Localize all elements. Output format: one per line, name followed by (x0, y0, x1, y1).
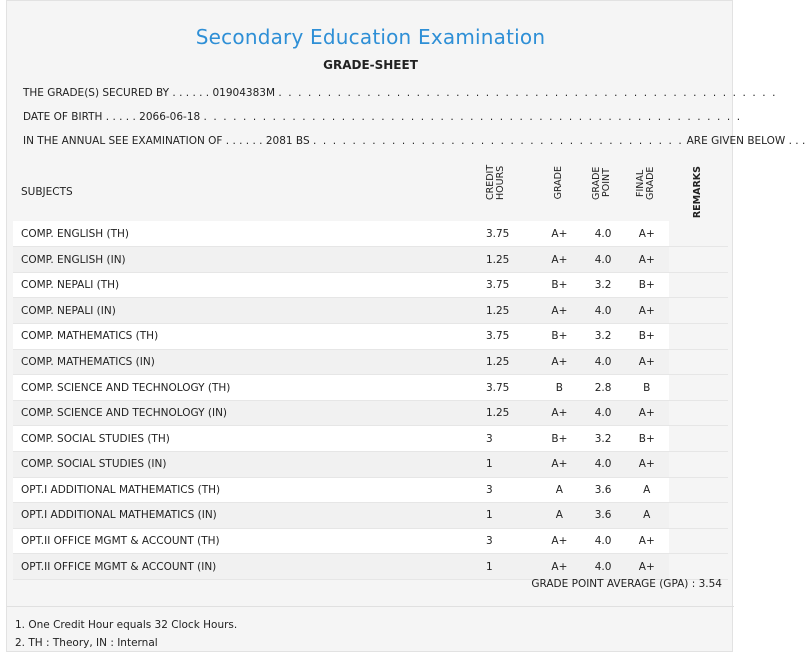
grade-point-cell: 3.2 (581, 426, 625, 452)
final-grade-cell: A+ (625, 451, 669, 477)
final-grade-header-cell (625, 162, 669, 221)
dob-line (23, 111, 742, 123)
grade-point-header: GRADE POINT (591, 166, 613, 200)
dob-label: DATE OF BIRTH . . . . . (23, 111, 136, 123)
grade-cell: A+ (538, 554, 582, 580)
credit-cell: 1.25 (478, 400, 538, 426)
grade-point-cell: 4.0 (581, 247, 625, 273)
table-row (13, 528, 728, 554)
credit-hours-header-cell (478, 162, 538, 221)
grade-header: GRADE (553, 166, 565, 200)
table-row (13, 324, 728, 350)
subject-cell: OPT.I ADDITIONAL MATHEMATICS (IN) (13, 503, 478, 529)
credit-cell: 1.25 (478, 298, 538, 324)
grade-cell: A+ (538, 528, 582, 554)
subject-cell: COMP. MATHEMATICS (IN) (13, 349, 478, 375)
grade-cell: A+ (538, 247, 582, 273)
exam-line (23, 135, 805, 147)
final-grade-cell: B+ (625, 324, 669, 350)
gpa-value: 3.54 (698, 578, 722, 590)
subject-cell: OPT.II OFFICE MGMT & ACCOUNT (IN) (13, 554, 478, 580)
secured-by-line (23, 87, 777, 99)
table-row (13, 503, 728, 529)
remarks-cell (669, 221, 728, 247)
note-abbreviations: 2. TH : Theory, IN : Internal (15, 637, 158, 649)
final-grade-cell: B+ (625, 426, 669, 452)
final-grade-header: FINAL GRADE (634, 166, 656, 200)
gpa-label: GRADE POINT AVERAGE (GPA) : (531, 578, 696, 590)
grade-point-cell: 4.0 (581, 528, 625, 554)
dot-leader: . . . . . . . . . . . . . . . . . . . . . . . . . . . . . . . . . . . . . . (312, 135, 684, 147)
credit-cell: 1 (478, 451, 538, 477)
secured-by-label: THE GRADE(S) SECURED BY . . . . . . (23, 87, 210, 99)
table-row (13, 554, 728, 580)
subject-cell: COMP. ENGLISH (IN) (13, 247, 478, 273)
table-row (13, 349, 728, 375)
remarks-cell (669, 400, 728, 426)
grade-point-cell: 3.6 (581, 503, 625, 529)
subjects-header: SUBJECTS (21, 185, 73, 198)
credit-cell: 3 (478, 477, 538, 503)
remarks-cell (669, 247, 728, 273)
grade-point-cell: 4.0 (581, 451, 625, 477)
table-row (13, 272, 728, 298)
final-grade-cell: A+ (625, 528, 669, 554)
grade-cell: A (538, 503, 582, 529)
table-row (13, 298, 728, 324)
final-grade-cell: B+ (625, 272, 669, 298)
credit-hours-header: CREDIT HOURS (484, 164, 506, 200)
grade-cell: A+ (538, 451, 582, 477)
grade-cell: B+ (538, 324, 582, 350)
subject-cell: COMP. NEPALI (TH) (13, 272, 478, 298)
final-grade-cell: A+ (625, 221, 669, 247)
subject-cell: COMP. MATHEMATICS (TH) (13, 324, 478, 350)
table-row (13, 426, 728, 452)
grade-point-cell: 4.0 (581, 298, 625, 324)
final-grade-cell: A+ (625, 298, 669, 324)
grade-point-cell: 3.2 (581, 324, 625, 350)
dot-leader: . . . . . . . . . . . . . . . . . . . . . . . . . . . . . . . . . . . . . . . . . . . . . . . . . . . (278, 87, 778, 99)
table-header-row (13, 162, 728, 221)
remarks-cell (669, 272, 728, 298)
grade-point-cell: 4.0 (581, 400, 625, 426)
grade-point-cell: 4.0 (581, 554, 625, 580)
grade-point-cell: 4.0 (581, 221, 625, 247)
remarks-cell (669, 375, 728, 401)
subject-cell: COMP. SOCIAL STUDIES (TH) (13, 426, 478, 452)
table-row (13, 247, 728, 273)
gpa-summary (531, 578, 722, 590)
final-grade-cell: B (625, 375, 669, 401)
final-grade-cell: A+ (625, 349, 669, 375)
grade-cell: B+ (538, 272, 582, 298)
note-credit-hours: 1. One Credit Hour equals 32 Clock Hours. (15, 619, 238, 631)
grade-cell: B (538, 375, 582, 401)
remarks-cell (669, 503, 728, 529)
subject-cell: COMP. NEPALI (IN) (13, 298, 478, 324)
final-grade-cell: A+ (625, 554, 669, 580)
grade-cell: A (538, 477, 582, 503)
subject-cell: COMP. ENGLISH (TH) (13, 221, 478, 247)
remarks-cell (669, 349, 728, 375)
dob-value: 2066-06-18 (139, 111, 201, 123)
table-row (13, 400, 728, 426)
dot-leader: . . . . . . . . . . . . . . . . . . . . . . . . . . . . . . . . . . . . . . . . . . . . . . . . . . . . . . . (203, 111, 742, 123)
credit-cell: 3.75 (478, 221, 538, 247)
grade-point-header-cell (581, 162, 625, 221)
exam-title: Secondary Education Examination (195, 25, 546, 49)
credit-cell: 1 (478, 503, 538, 529)
remarks-cell (669, 477, 728, 503)
credit-cell: 1.25 (478, 349, 538, 375)
credit-cell: 1.25 (478, 247, 538, 273)
grade-point-cell: 3.2 (581, 272, 625, 298)
grade-point-cell: 3.6 (581, 477, 625, 503)
remarks-cell (669, 554, 728, 580)
divider (7, 606, 734, 607)
grade-header-cell (538, 162, 582, 221)
final-grade-cell: A+ (625, 400, 669, 426)
symbol-number: 01904383M (212, 87, 276, 99)
grade-sheet-heading: GRADE-SHEET (323, 58, 418, 72)
given-below-label: ARE GIVEN BELOW . . . (686, 135, 805, 147)
remarks-cell (669, 426, 728, 452)
grade-cell: A+ (538, 400, 582, 426)
credit-cell: 3 (478, 426, 538, 452)
grades-table (13, 162, 728, 580)
credit-cell: 3 (478, 528, 538, 554)
subject-cell: OPT.II OFFICE MGMT & ACCOUNT (TH) (13, 528, 478, 554)
subject-cell: COMP. SCIENCE AND TECHNOLOGY (IN) (13, 400, 478, 426)
credit-cell: 3.75 (478, 272, 538, 298)
table-row (13, 477, 728, 503)
subject-cell: COMP. SOCIAL STUDIES (IN) (13, 451, 478, 477)
credit-cell: 3.75 (478, 375, 538, 401)
grade-sheet-panel (6, 0, 805, 652)
grade-cell: B+ (538, 426, 582, 452)
remarks-cell (669, 451, 728, 477)
final-grade-cell: A (625, 477, 669, 503)
table-row (13, 375, 728, 401)
remarks-header: REMARKS (692, 166, 704, 219)
table-row (13, 451, 728, 477)
grade-point-cell: 4.0 (581, 349, 625, 375)
grade-rows (13, 221, 728, 579)
exam-year: 2081 BS (265, 135, 310, 147)
subject-cell: OPT.I ADDITIONAL MATHEMATICS (TH) (13, 477, 478, 503)
grade-cell: A+ (538, 221, 582, 247)
subject-cell: COMP. SCIENCE AND TECHNOLOGY (TH) (13, 375, 478, 401)
remarks-header-cell (669, 162, 728, 221)
remarks-cell (669, 298, 728, 324)
exam-label: IN THE ANNUAL SEE EXAMINATION OF . . . . . . (23, 135, 263, 147)
table-row (13, 221, 728, 247)
grade-cell: A+ (538, 298, 582, 324)
final-grade-cell: A (625, 503, 669, 529)
grade-point-cell: 2.8 (581, 375, 625, 401)
credit-cell: 3.75 (478, 324, 538, 350)
remarks-cell (669, 528, 728, 554)
remarks-cell (669, 324, 728, 350)
credit-cell: 1 (478, 554, 538, 580)
final-grade-cell: A+ (625, 247, 669, 273)
grade-cell: A+ (538, 349, 582, 375)
